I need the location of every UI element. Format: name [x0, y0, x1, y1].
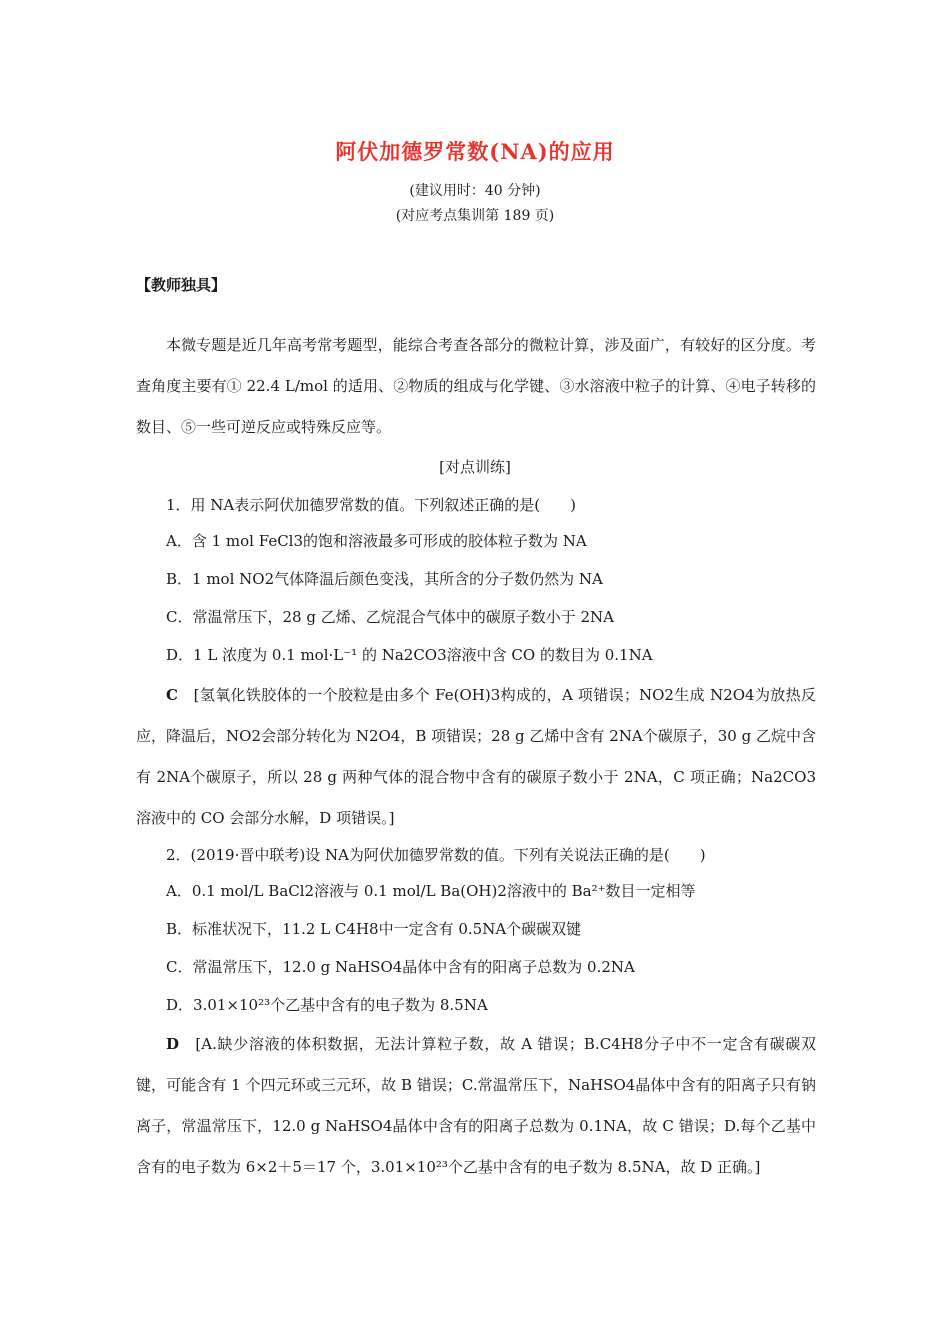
question-2-answer-text: [A.缺少溶液的体积数据，无法计算粒子数，故 A 错误；B.C4H8分子中不一定含有碳碳双键，可能含有 1 个四元环或三元环，故 B 错误；C.常温常压下，NaHSO4晶体中含有的阳离子只有钠离子，常温常压下，12.0 g NaHSO4晶体中含有的阳离子总数为 0.1NA，故 C 错误；D.每个乙基中含有的电子数为 6×2＋5＝17 个，3.01×10²³个乙基中含有的电子数为 8.5NA，故 D 正确。] — [136, 1035, 816, 1176]
question-2-answer — [136, 1024, 816, 1188]
question-2-option-a: A．0.1 mol/L BaCl2溶液与 0.1 mol/L Ba(OH)2溶液中的 Ba²⁺数目一定相等 — [166, 882, 696, 900]
question-2-answer-key: D — [166, 1035, 180, 1053]
question-1-option-c: C．常温常压下，28 g 乙烯、乙烷混合气体中的碳原子数小于 2NA — [166, 608, 614, 626]
teacher-section-heading: 【教师独具】 — [136, 276, 227, 294]
question-1-stem: 1．用 NA表示阿伏加德罗常数的值。下列叙述正确的是( ) — [166, 496, 576, 514]
question-2-stem: 2．(2019·晋中联考)设 NA为阿伏加德罗常数的值。下列有关说法正确的是( ) — [166, 846, 706, 864]
training-label: [对点训练] — [439, 458, 511, 476]
question-2-option-d: D．3.01×10²³个乙基中含有的电子数为 8.5NA — [166, 996, 488, 1014]
teacher-intro-paragraph: 本微专题是近几年高考常考题型，能综合考查各部分的微粒计算，涉及面广，有较好的区分度。考查角度主要有① 22.4 L/mol 的适用、②物质的组成与化学键、③水溶液中粒子的计算、④电子转移的数目、⑤一些可逆反应或特殊反应等。 — [136, 336, 816, 436]
time-hint: (建议用时：40 分钟) — [409, 183, 541, 199]
question-2-option-b: B．标准状况下，11.2 L C4H8中一定含有 0.5NA个碳碳双键 — [166, 920, 582, 938]
question-1-answer-key: C — [166, 686, 178, 704]
question-2-option-c: C．常温常压下，12.0 g NaHSO4晶体中含有的阳离子总数为 0.2NA — [166, 958, 635, 976]
question-1-answer-text: [氢氧化铁胶体的一个胶粒是由多个 Fe(OH)3构成的，A 项错误；NO2生成 N2O4为放热反应，降温后，NO2会部分转化为 N2O4，B 项错误；28 g 乙烯中含有 2NA个碳原子，30 g 乙烷中含有 2NA个碳原子，所以 28 g 两种气体的混合物中含有的碳原子数小于 2NA，C 项正确；Na2CO3溶液中的 CO 会部分水解，D 项错误。] — [136, 686, 816, 827]
question-1-option-a: A．含 1 mol FeCl3的饱和溶液最多可形成的胶体粒子数为 NA — [166, 532, 587, 550]
question-1-option-b: B．1 mol NO2气体降温后颜色变浅，其所含的分子数仍然为 NA — [166, 570, 603, 588]
page-title: 阿伏加德罗常数(NA)的应用 — [335, 139, 615, 164]
question-1-option-d: D．1 L 浓度为 0.1 mol·L⁻¹ 的 Na2CO3溶液中含 CO 的数目为 0.1NA — [166, 646, 653, 664]
reference-hint: (对应考点集训第 189 页) — [395, 208, 555, 224]
question-1-answer — [136, 675, 816, 839]
